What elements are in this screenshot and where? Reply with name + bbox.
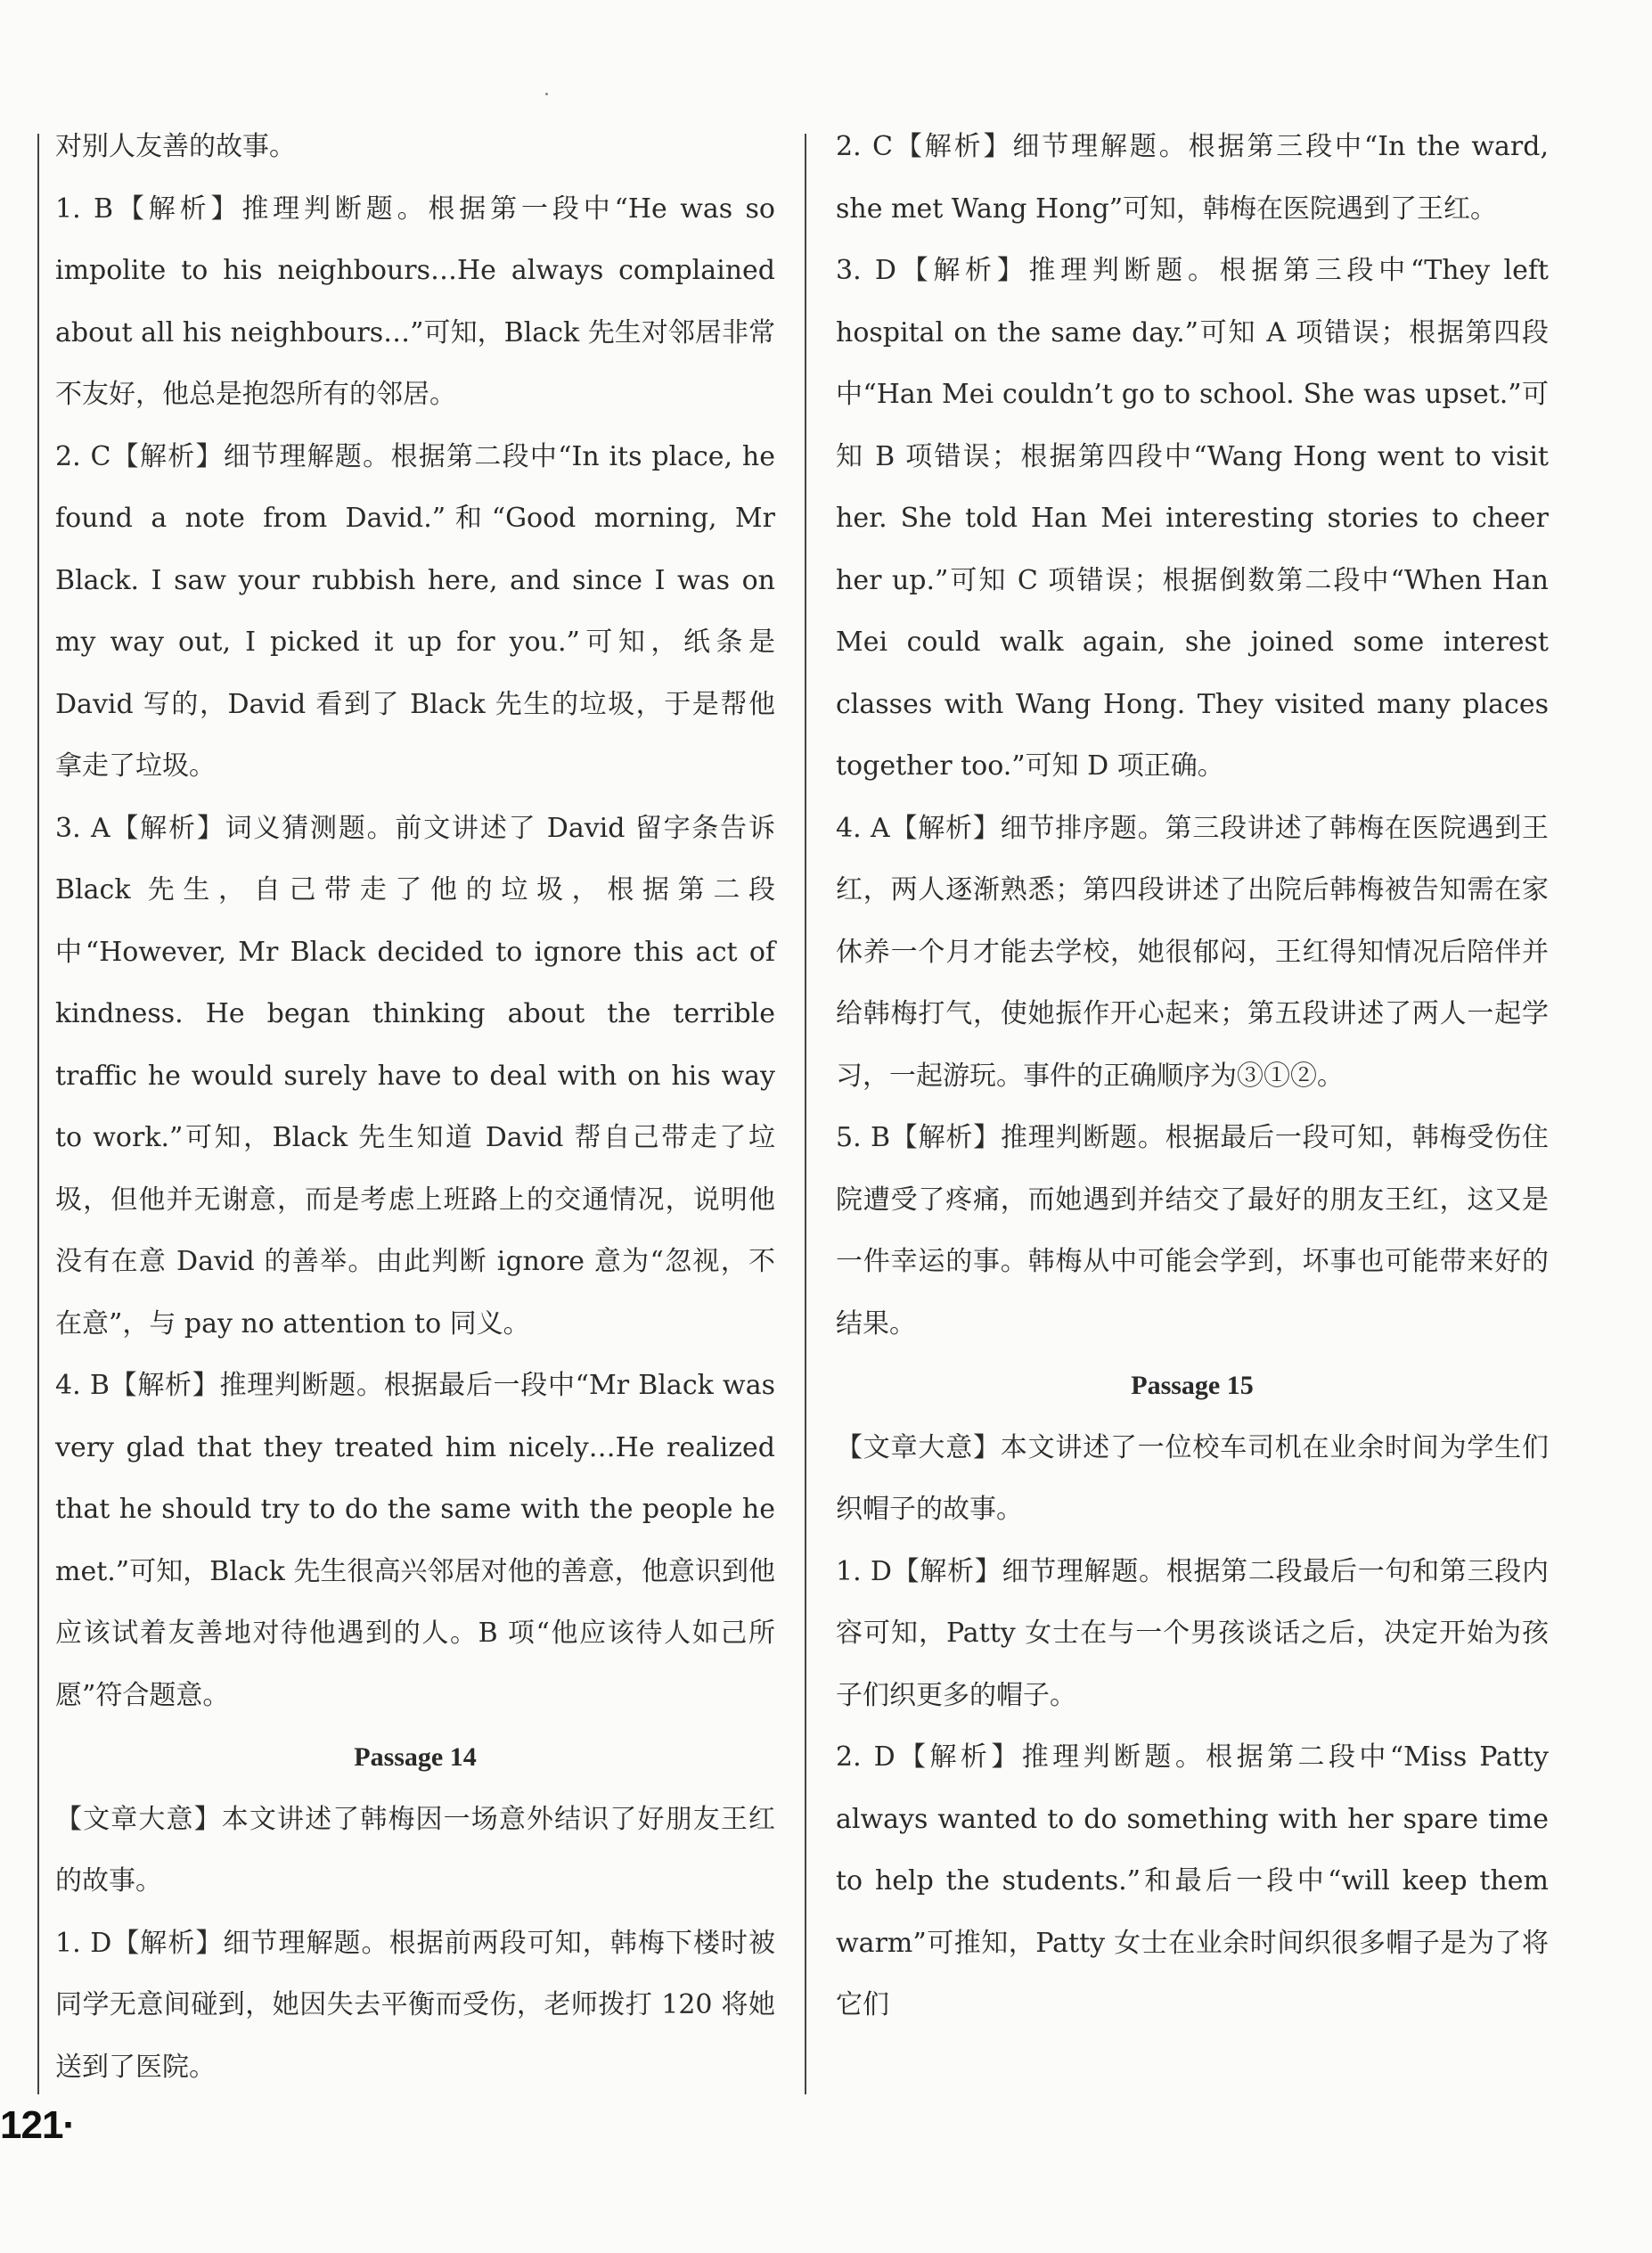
right-para-0: 2. C【解析】细节理解题。根据第三段中“In the ward, she met Wang Hong”可知，韩梅在医院遇到了王红。 (836, 131, 1549, 225)
right-para-7: 2. D【解析】推理判断题。根据第二段中“Miss Patty always wanted to do something with her spare time to help the students.”和最后一段中“will keep them warm”可推知，Patty 女士在业余时间织很多帽子是为了将它们 (836, 1741, 1549, 2020)
page-number: 121· (0, 2103, 76, 2147)
left-para-6: 【文章大意】本文讲述了韩梅因一场意外结识了好朋友王红的故事。 (55, 1803, 775, 1897)
left-para-3: 3. A【解析】词义猜测题。前文讲述了 David 留字条告诉 Black 先生，自己带走了他的垃圾，根据第二段中“However, Mr Black decided to ignore this act of kindness. He began thinking about the terrible traffic he would surely have to deal with on his way to work.”可知，Black 先生知道 David 帮自己带走了垃圾，但他并无谢意，而是考虑上班路上的交通情况，说明他没有在意 David 的善举。由此判断 ignore 意为“忽视，不在意”，与 pay no attention to 同义。 (55, 812, 775, 1340)
column-divider (805, 134, 806, 2094)
left-para-7: 1. D【解析】细节理解题。根据前两段可知，韩梅下楼时被同学无意间碰到，她因失去平衡而受伤，老师拨打 120 将她送到了医院。 (55, 1927, 775, 2083)
left-para-0: 对别人友善的故事。 (55, 131, 296, 162)
right-para-3: 5. B【解析】推理判断题。根据最后一段可知，韩梅受伤住院遭受了疼痛，而她遇到并结交了最好的朋友王红，这又是一件幸运的事。韩梅从中可能会学到，坏事也可能带来好的结果。 (836, 1122, 1549, 1340)
passage-15-heading: Passage 15 (1131, 1371, 1254, 1400)
right-column (836, 116, 1549, 2036)
passage-14-heading: Passage 14 (354, 1742, 477, 1772)
right-para-5: 【文章大意】本文讲述了一位校车司机在业余时间为学生们织帽子的故事。 (836, 1431, 1549, 1525)
left-para-4: 4. B【解析】推理判断题。根据最后一段中“Mr Black was very glad that they treated him nicely…He realized that he should try to do the same with the people he met.”可知，Black 先生很高兴邻居对他的善意，他意识到他应该试着友善地对待他遇到的人。B 项“他应该待人如己所愿”符合题意。 (55, 1370, 775, 1711)
scan-speck (545, 93, 548, 95)
right-para-2: 4. A【解析】细节排序题。第三段讲述了韩梅在医院遇到王红，两人逐渐熟悉；第四段讲述了出院后韩梅被告知需在家休养一个月才能去学校，她很郁闷，王红得知情况后陪伴并给韩梅打气，使她振作开心起来；第五段讲述了两人一起学习，一起游玩。事件的正确顺序为③①②。 (836, 812, 1549, 1092)
left-para-2: 2. C【解析】细节理解题。根据第二段中“In its place, he found a note from David.”和“Good morning, Mr Black. I saw your rubbish here, and since I was on my way out, I picked it up for you.”可知，纸条是 David 写的，David 看到了 Black 先生的垃圾，于是帮他拿走了垃圾。 (55, 440, 775, 782)
right-para-6: 1. D【解析】细节理解题。根据第二段最后一句和第三段内容可知，Patty 女士在与一个男孩谈话之后，决定开始为孩子们织更多的帽子。 (836, 1555, 1549, 1711)
right-para-1: 3. D【解析】推理判断题。根据第三段中“They left hospital on the same day.”可知 A 项错误；根据第四段中“Han Mei couldn’t go to school. She was upset.”可知 B 项错误；根据第四段中“Wang Hong went to visit her. She told Han Mei interesting stories to cheer her up.”可知 C 项错误；根据倒数第二段中“When Han Mei could walk again, she joined some interest classes with Wang Hong. They visited many places together too.”可知 D 项正确。 (836, 255, 1549, 782)
left-column (55, 116, 775, 2098)
left-para-1: 1. B【解析】推理判断题。根据第一段中“He was so impolite to his neighbours…He always complained about all his neighbours…”可知，Black 先生对邻居非常不友好，他总是抱怨所有的邻居。 (55, 193, 775, 410)
left-margin-rule (37, 134, 39, 2094)
